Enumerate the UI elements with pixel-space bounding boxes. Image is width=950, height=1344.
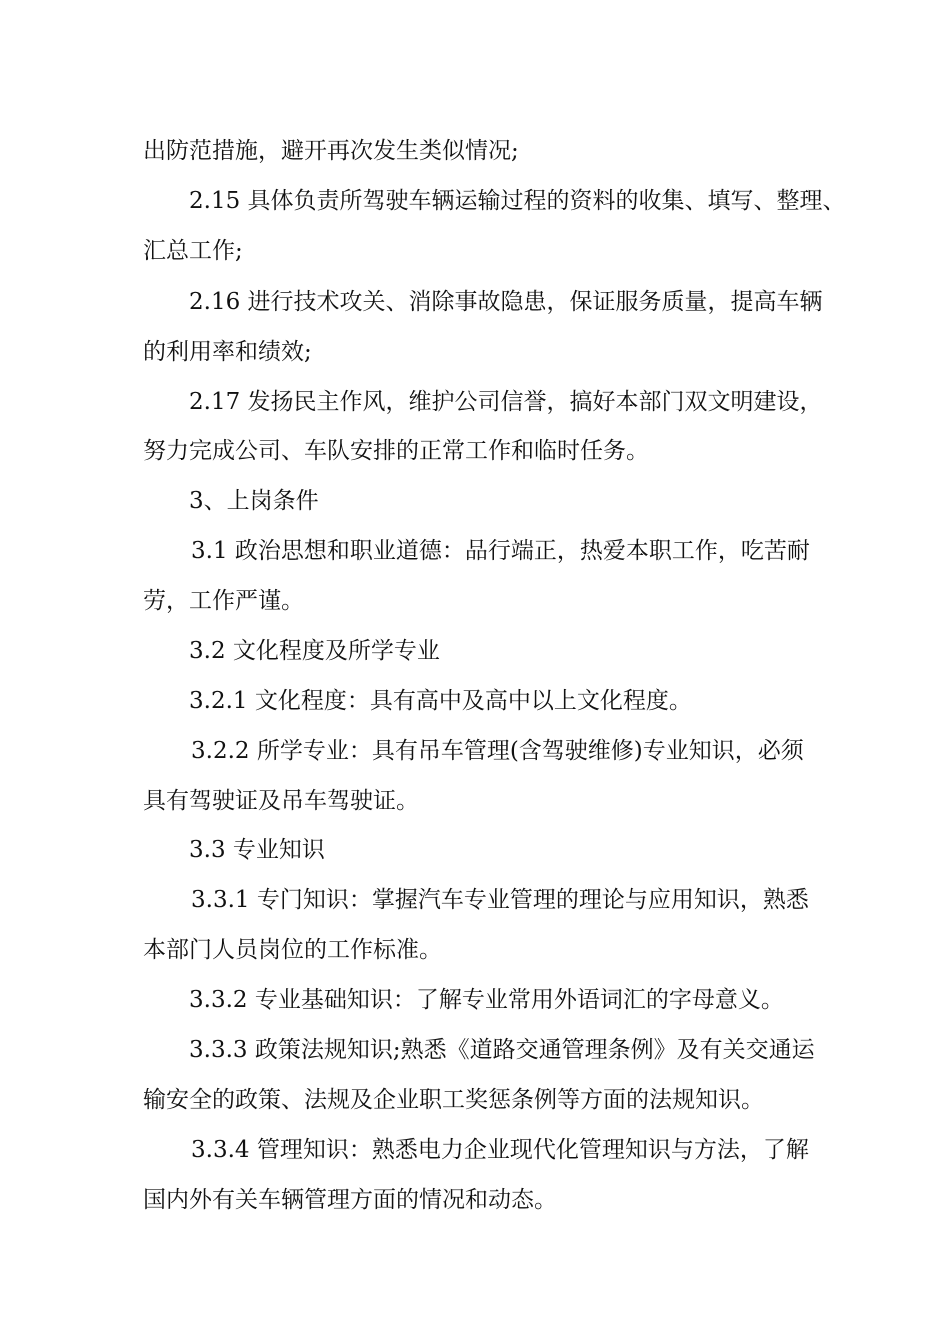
text-line: 2.16 进行技术攻关、消除事故隐患，保证服务质量，提高车辆 — [189, 289, 823, 315]
text-line: 2.15 具体负责所驾驶车辆运输过程的资料的收集、填写、整理、 — [189, 188, 846, 214]
text-line: 3.2.2 所学专业：具有吊车管理(含驾驶维修)专业知识，必须 — [191, 738, 804, 764]
text-line: 努力完成公司、车队安排的正常工作和临时任务。 — [143, 438, 649, 464]
text-line: 3.3.3 政策法规知识;熟悉《道路交通管理条例》及有关交通运 — [189, 1037, 815, 1063]
text-line: 出防范措施，避开再次发生类似情况; — [143, 138, 519, 164]
text-line: 输安全的政策、法规及企业职工奖惩条例等方面的法规知识。 — [143, 1087, 764, 1113]
text-line: 3.1 政治思想和职业道德：品行端正，热爱本职工作，吃苦耐 — [191, 538, 810, 564]
section-heading: 3、上岗条件 — [189, 488, 319, 514]
text-line: 汇总工作; — [143, 238, 243, 264]
text-line: 国内外有关车辆管理方面的情况和动态。 — [143, 1187, 557, 1213]
text-line: 的利用率和绩效; — [143, 339, 312, 365]
text-line: 3.3.4 管理知识：熟悉电力企业现代化管理知识与方法，了解 — [191, 1137, 809, 1163]
text-line: 劳，工作严谨。 — [143, 588, 304, 614]
text-line: 具有驾驶证及吊车驾驶证。 — [143, 788, 419, 814]
subsection-heading: 3.2 文化程度及所学专业 — [189, 638, 440, 664]
text-line: 本部门人员岗位的工作标准。 — [143, 937, 442, 963]
text-line: 2.17 发扬民主作风，维护公司信誉，搞好本部门双文明建设， — [189, 389, 823, 415]
text-line: 3.2.1 文化程度：具有高中及高中以上文化程度。 — [189, 688, 692, 714]
subsection-heading: 3.3 专业知识 — [189, 837, 325, 863]
text-line: 3.3.1 专门知识：掌握汽车专业管理的理论与应用知识，熟悉 — [191, 887, 809, 913]
text-line: 3.3.2 专业基础知识：了解专业常用外语词汇的字母意义。 — [189, 987, 784, 1013]
